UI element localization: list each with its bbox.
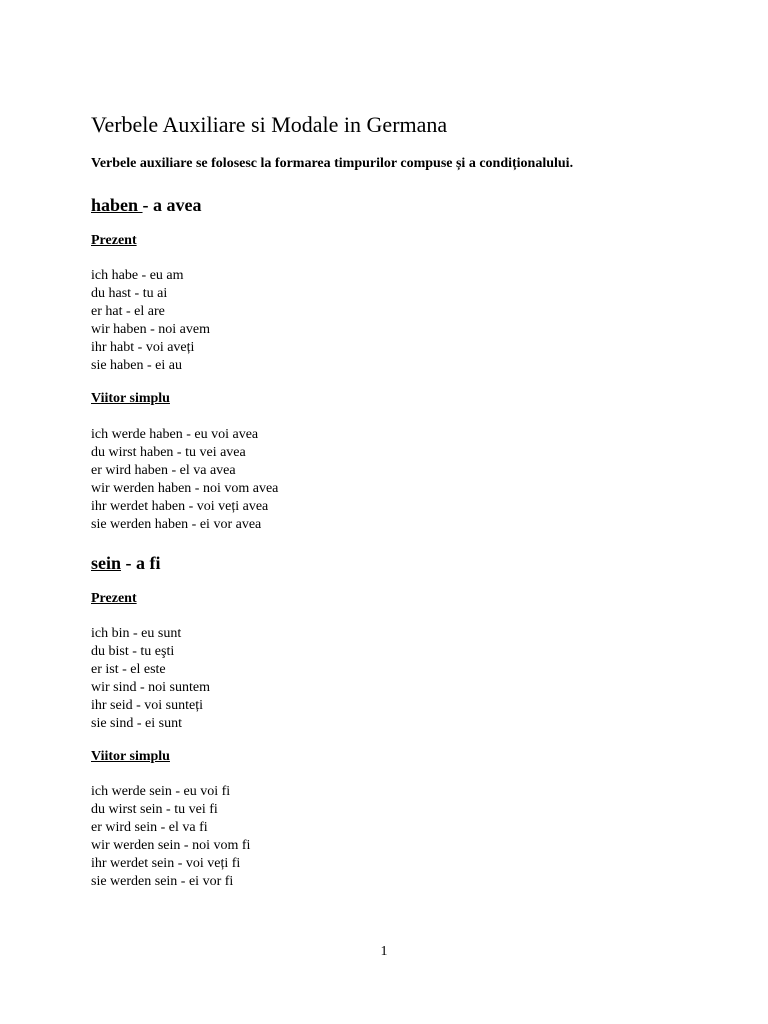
conjugation-line: er wird sein - el va fi [91, 819, 208, 835]
conjugation-list [91, 625, 210, 732]
conjugation-line: wir werden haben - noi vom avea [91, 480, 279, 496]
verb-word: sein [91, 553, 122, 573]
conjugation-line: ich werde sein - eu voi fi [91, 784, 231, 799]
verb-heading-sein [91, 552, 161, 574]
conjugation-line: ich bin - eu sunt [91, 626, 182, 641]
conjugation-line: er hat - el are [91, 303, 165, 319]
verb-meaning: - a avea [142, 195, 202, 215]
conjugation-line: er ist - el este [91, 661, 166, 677]
verb-meaning: - a fi [121, 553, 161, 573]
conjugation-line: du wirst sein - tu vei fi [91, 801, 218, 817]
tense-heading-viitor-simplu: Viitor simplu [91, 749, 170, 764]
conjugation-list [91, 783, 250, 890]
tense-heading-prezent: Prezent [91, 233, 137, 248]
conjugation-list [91, 267, 210, 374]
conjugation-line: ihr werdet sein - voi veți fi [91, 855, 241, 871]
conjugation-list [91, 426, 278, 533]
conjugation-line: ich werde haben - eu voi avea [91, 427, 259, 442]
verb-heading-haben [91, 194, 202, 216]
conjugation-line: ihr habt - voi aveți [91, 339, 195, 355]
conjugation-line: sie sind - ei sunt [91, 715, 182, 731]
conjugation-line: sie haben - ei au [91, 357, 182, 373]
verb-word: haben [91, 195, 143, 215]
conjugation-line: wir sind - noi suntem [91, 679, 210, 695]
conjugation-line: du wirst haben - tu vei avea [91, 444, 246, 460]
conjugation-line: sie werden haben - ei vor avea [91, 516, 262, 532]
conjugation-line: du hast - tu ai [91, 285, 168, 301]
conjugation-line: wir werden sein - noi vom fi [91, 837, 251, 853]
document-title: Verbele Auxiliare si Modale in Germana [91, 112, 448, 137]
conjugation-line: ich habe - eu am [91, 268, 184, 283]
conjugation-line: du bist - tu eşti [91, 643, 175, 659]
intro-paragraph: Verbele auxiliare se folosesc la formarea timpurilor compuse și a condiționalului. [91, 156, 574, 171]
tense-heading-prezent: Prezent [91, 591, 137, 606]
page-number: 1 [380, 944, 388, 959]
conjugation-line: ihr werdet haben - voi veți avea [91, 498, 269, 514]
conjugation-line: er wird haben - el va avea [91, 462, 236, 478]
tense-heading-viitor-simplu: Viitor simplu [91, 391, 170, 406]
conjugation-line: sie werden sein - ei vor fi [91, 873, 234, 889]
conjugation-line: ihr seid - voi sunteți [91, 697, 203, 713]
conjugation-line: wir haben - noi avem [91, 321, 210, 337]
